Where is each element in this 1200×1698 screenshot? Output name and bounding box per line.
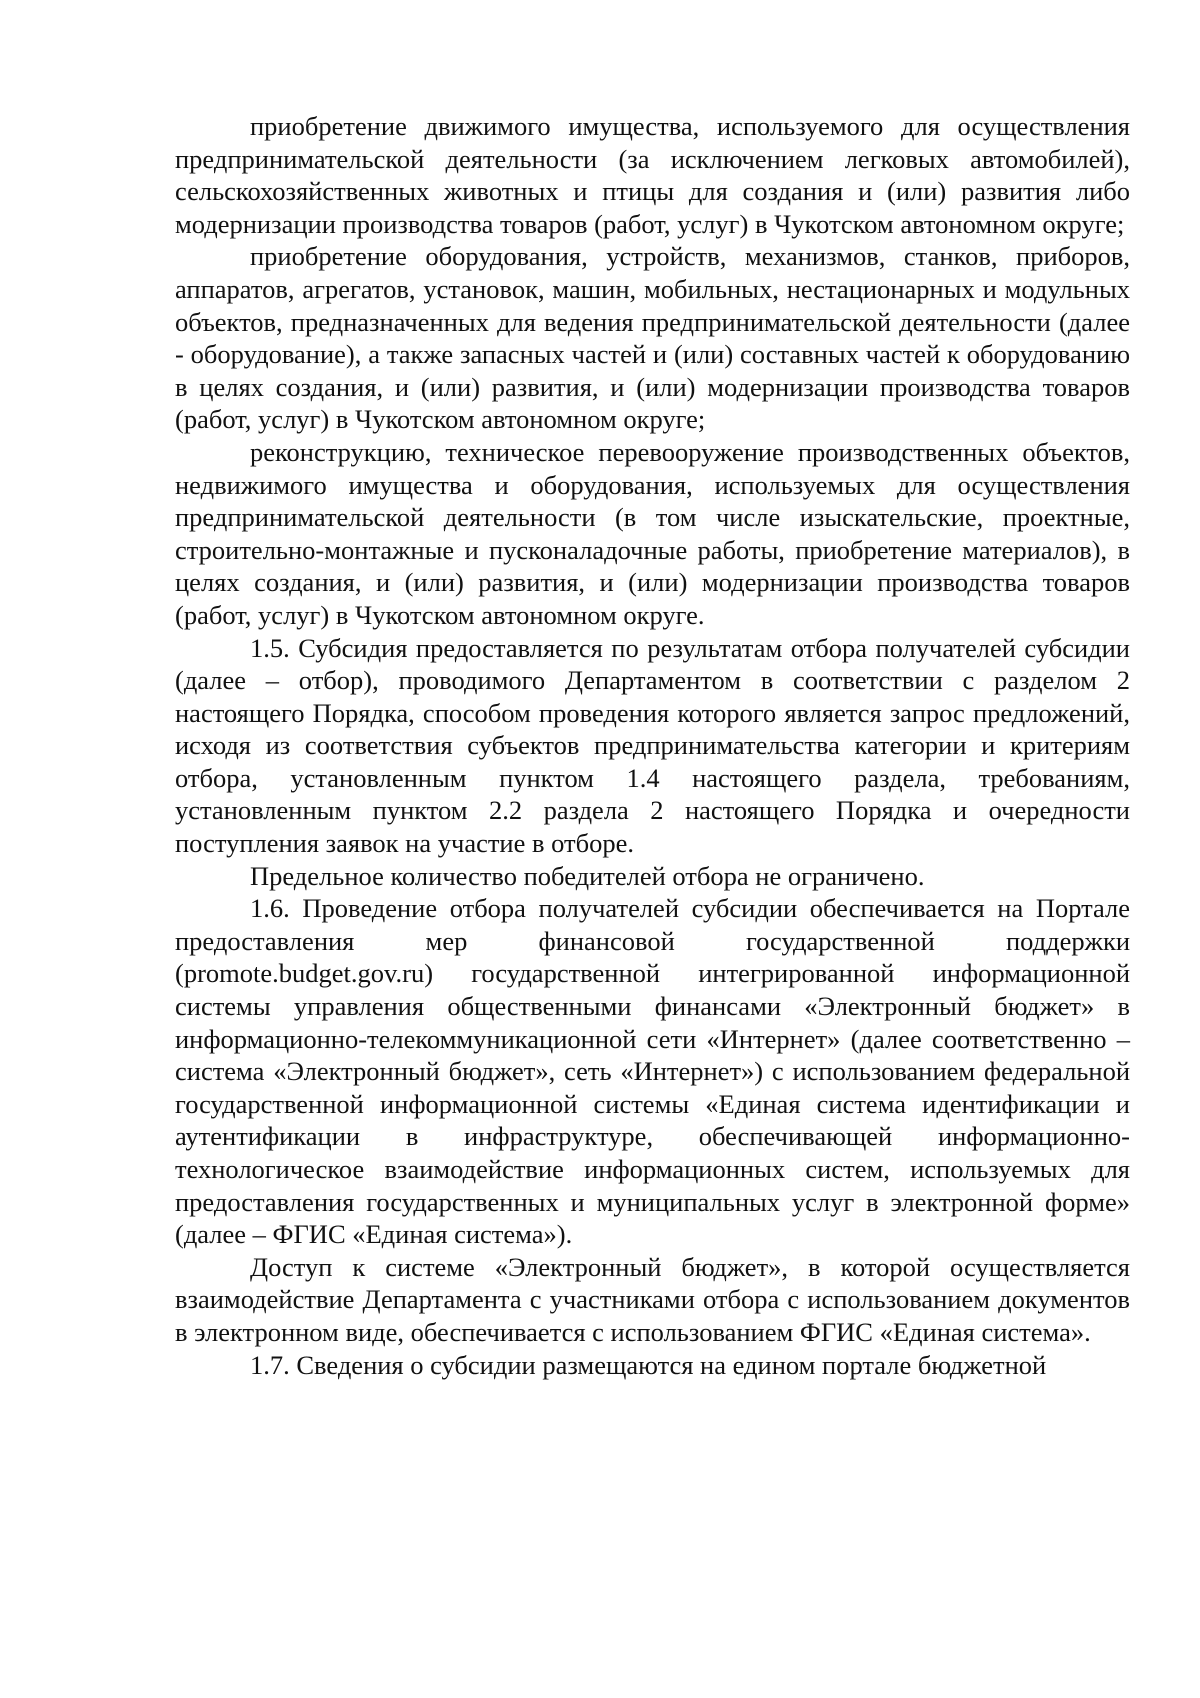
- paragraph-clause-1-5: 1.5. Субсидия предоставляется по результатам отбора получателей субсидии (далее – отбор), проводимого Департаментом в соответствии с разделом 2 настоящего Порядка, способом проведения которого является запрос предложений, исходя из соответствия субъектов предпринимательства категории и критериям отбора, установленным пунктом 1.4 настоящего раздела, требованиям, установленным пунктом 2.2 раздела 2 настоящего Порядка и очередности поступления заявок на участие в отборе.: [175, 632, 1130, 859]
- paragraph-movable-property: приобретение движимого имущества, используемого для осуществления предпринимательской деятельности (за исключением легковых автомобилей), сельскохозяйственных животных и птицы для создания и (или) развития либо модернизации производства товаров (работ, услуг) в Чукотском автономном округе;: [175, 111, 1130, 239]
- paragraph-reconstruction: реконструкцию, техническое перевооружение производственных объектов, недвижимого имущества и оборудования, используемых для осуществления предпринимательской деятельности (в том числе изыскательские, проектные, строительно-монтажные и пусконаладочные работы, приобретение материалов), в целях создания, и (или) развития, и (или) модернизации производства товаров (работ, услуг) в Чукотском автономном округе.: [175, 436, 1130, 630]
- paragraph-system-access: Доступ к системе «Электронный бюджет», в которой осуществляется взаимодействие Департамента с участниками отбора с использованием документов в электронном виде, обеспечивается с использованием ФГИС «Единая система».: [175, 1251, 1130, 1347]
- document-page: [175, 110, 1130, 1381]
- paragraph-clause-1-6: 1.6. Проведение отбора получателей субсидии обеспечивается на Портале предоставления мер финансовой государственной поддержки (promote.budget.gov.ru) государственной интегрированной информационной системы управления общественными финансами «Электронный бюджет» в информационно-телекоммуникационной сети «Интернет» (далее соответственно – система «Электронный бюджет», сеть «Интернет») с использованием федеральной государственной информационной системы «Единая система идентификации и аутентификации в инфраструктуре, обеспечивающей информационно-технологическое взаимодействие информационных систем, используемых для предоставления государственных и муниципальных услуг в электронной форме» (далее – ФГИС «Единая система»).: [175, 893, 1130, 1250]
- paragraph-winners-limit: Предельное количество победителей отбора не ограничено.: [250, 860, 925, 891]
- paragraph-clause-1-7: 1.7. Сведения о субсидии размещаются на едином портале бюджетной: [250, 1349, 1047, 1380]
- paragraph-equipment-purchase: приобретение оборудования, устройств, механизмов, станков, приборов, аппаратов, агрегатов, установок, машин, мобильных, нестационарных и модульных объектов, предназначенных для ведения предпринимательской деятельности (далее - оборудование), а также запасных частей и (или) составных частей к оборудованию в целях создания, и (или) развития, и (или) модернизации производства товаров (работ, услуг) в Чукотском автономном округе;: [175, 241, 1130, 435]
